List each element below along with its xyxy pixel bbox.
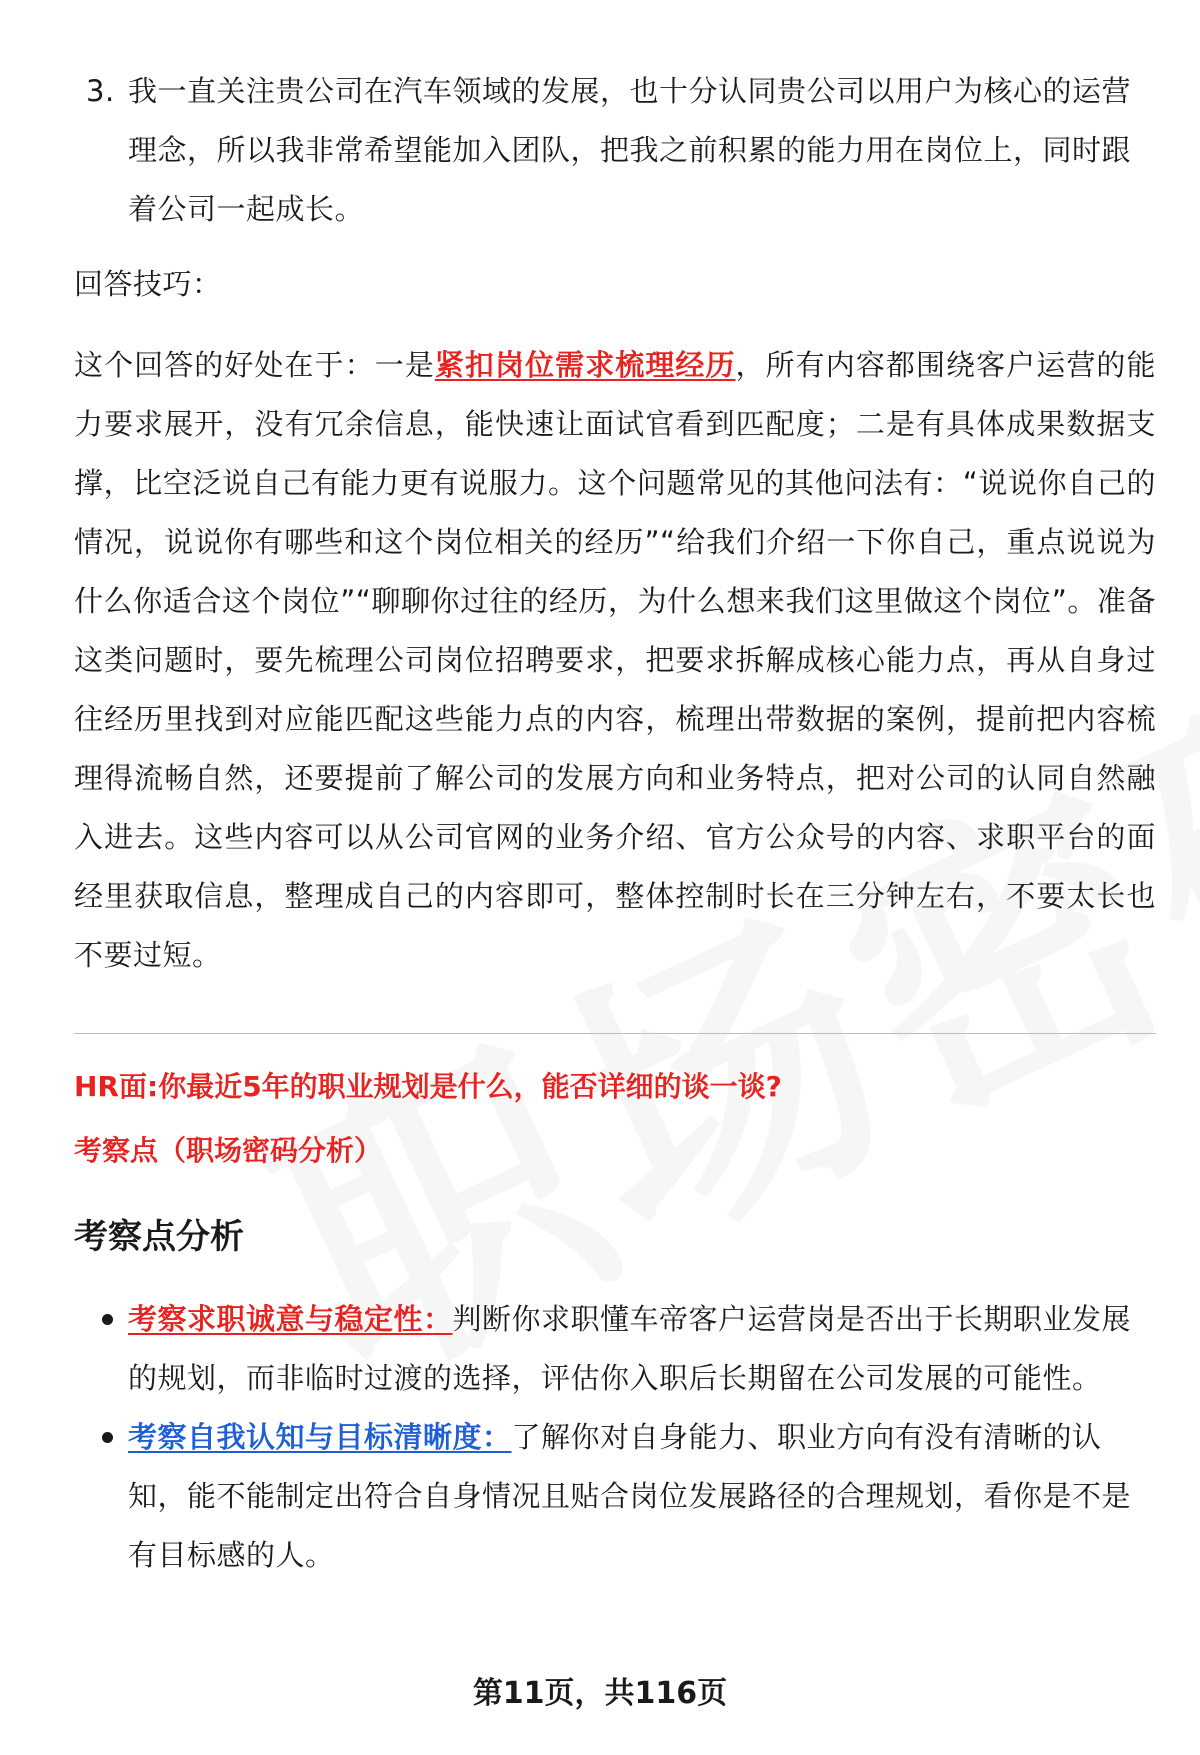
tips-paragraph (74, 336, 1156, 985)
bullet-text: 判断你求职懂车帝客户运营岗是否出于长期职业发展的规划，而非临时过渡的选择，评估你入职后长期留在公司发展的可能性。 (128, 1302, 1132, 1395)
bullet-dot-icon (102, 1432, 113, 1443)
analysis-list (74, 1290, 1156, 1585)
question-heading: HR面:你最近5年的职业规划是什么，能否详细的谈一谈? (74, 1070, 782, 1103)
numbered-item-3 (74, 62, 1156, 239)
section-title: 考察点分析 (74, 1217, 244, 1257)
page-content (74, 62, 1156, 1585)
page-footer: 第11页，共116页 (472, 1676, 728, 1711)
bullet-dot-icon (102, 1314, 113, 1325)
list-item (74, 1408, 1156, 1585)
section-divider (74, 1033, 1156, 1034)
bullet-text: 了解你对自身能力、职业方向有没有清晰的认知，能不能制定出符合自身情况且贴合岗位发展路径的合理规划，看你是不是有目标感的人。 (128, 1420, 1132, 1572)
exam-point-heading: 考察点（职场密码分析） (74, 1134, 383, 1167)
list-item (74, 1290, 1156, 1408)
bullet-keyword: 考察求职诚意与稳定性： (128, 1302, 453, 1336)
tips-text-after: ，所有内容都围绕客户运营的能力要求展开，没有冗余信息，能快速让面试官看到匹配度；二是有具体成果数据支撑，比空泛说自己有能力更有说服力。这个问题常见的其他问法有：“说说你自己的情况，说说你有哪些和这个岗位相关的经历”“给我们介绍一下你自己，重点说说为什么你适合这个岗位”“聊聊你过往的经历，为什么想来我们这里做这个岗位”。准备这类问题时，要先梳理公司岗位招聘要求，把要求拆解成核心能力点，再从自身过往经历里找到对应能匹配这些能力点的内容，梳理出带数据的案例，提前把内容梳理得流畅自然，还要提前了解公司的发展方向和业务特点，把对公司的认同自然融入进去。这些内容可以从公司官网的业务介绍、官方公众号的内容、求职平台的面经里获取信息，整理成自己的内容即可，整体控制时长在三分钟左右，不要太长也不要过短。 (74, 348, 1156, 972)
item-number: 3. (86, 74, 115, 108)
item-text: 我一直关注贵公司在汽车领域的发展，也十分认同贵公司以用户为核心的运营理念，所以我非常希望能加入团队，把我之前积累的能力用在岗位上，同时跟着公司一起成长。 (128, 74, 1132, 226)
tips-label: 回答技巧： (74, 267, 222, 301)
bullet-keyword: 考察自我认知与目标清晰度： (128, 1420, 512, 1454)
tips-text-before: 这个回答的好处在于：一是 (74, 348, 435, 382)
tips-highlight: 紧扣岗位需求梳理经历 (434, 348, 736, 382)
